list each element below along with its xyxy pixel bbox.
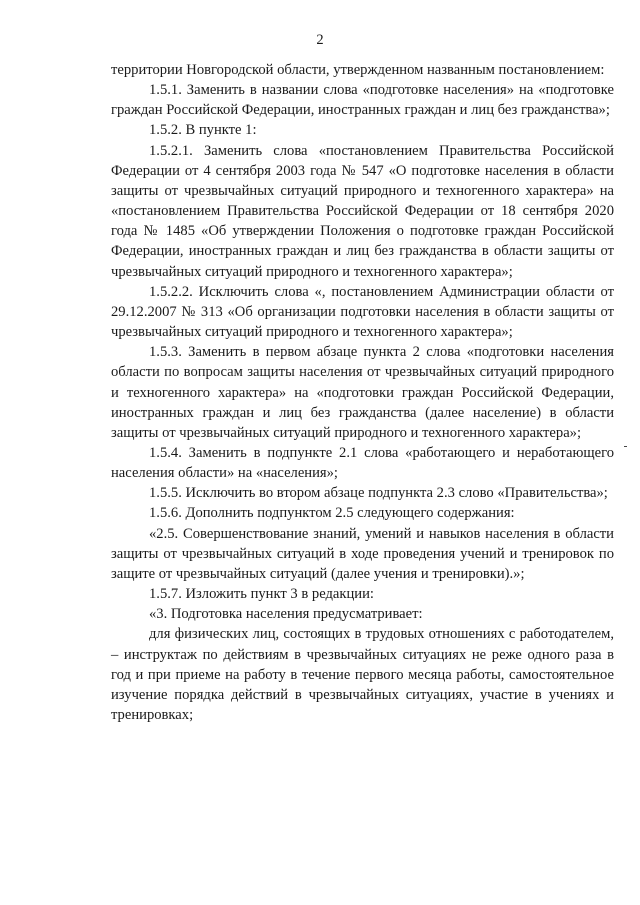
paragraph-1-5-4: 1.5.4. Заменить в подпункте 2.1 слова «работающего и неработающего населения области» на «населения»; [111, 444, 614, 482]
paragraph-1-5-5: 1.5.5. Исключить во втором абзаце подпункта 2.3 слово «Правительства»; [149, 485, 608, 502]
document-body [111, 60, 614, 725]
paragraph-1-5-2-2: 1.5.2.2. Исключить слова «, постановлением Администрации области от 29.12.2007 № 313 «Об организации подготовки населения в области защиты от чрезвычайных ситуаций природного и техногенного характера»; [111, 283, 614, 341]
paragraph-1-5-1: 1.5.1. Заменить в названии слова «подготовке населения» на «подготовке граждан Российской Федерации, иностранных граждан и лиц без гражданства»; [111, 82, 614, 119]
paragraph-1-5-2: 1.5.2. В пункте 1: [149, 122, 257, 139]
paragraph-1-5-7: 1.5.7. Изложить пункт 3 в редакции: [149, 586, 374, 603]
paragraph-1-5-2-1: 1.5.2.1. Заменить слова «постановлением Правительства Российской Федерации от 4 сентября 2003 года № 547 «О подготовке населения в области защиты от чрезвычайных ситуаций природного и техногенного характера» на «постановлением Правительства Российской Федерации от 18 сентября 2020 года № 1485 «Об утверждении Положения о подготовке граждан Российской Федерации, иностранных граждан и лиц без гражданства в области защиты от чрезвычайных ситуаций природного и техногенного характера»; [111, 142, 614, 280]
paragraph-individuals: для физических лиц, состоящих в трудовых отношениях с работодателем, – инструктаж по действиям в чрезвычайных ситуациях не реже одного раза в год и при приеме на работу в течение первого месяца работы, самостоятельное изучение порядка действий в чрезвычайных ситуациях, участие в учениях и тренировках; [111, 626, 614, 723]
paragraph-2-5-quote: «2.5. Совершенствование знаний, умений и навыков населения в области защиты от чрезвычайных ситуаций в ходе проведения учений и тренировок по защите от чрезвычайных ситуаций (далее учения и тренировки).»; [111, 525, 614, 582]
margin-mark [624, 446, 627, 447]
page-number: 2 [316, 32, 324, 48]
paragraph-3-quote: «3. Подготовка населения предусматривает: [149, 606, 423, 623]
paragraph-continuation: территории Новгородской области, утвержденном названным постановлением: [111, 62, 605, 78]
paragraph-1-5-6: 1.5.6. Дополнить подпунктом 2.5 следующего содержания: [149, 505, 515, 522]
paragraph-1-5-3: 1.5.3. Заменить в первом абзаце пункта 2 слова «подготовки населения области по вопросам защиты населения от чрезвычайных ситуаций природного и техногенного характера» на «подготовки граждан Российской Федерации, иностранных граждан и лиц без гражданства (далее население) в области защиты от чрезвычайных ситуаций природного и техногенного характера»; [111, 344, 614, 441]
